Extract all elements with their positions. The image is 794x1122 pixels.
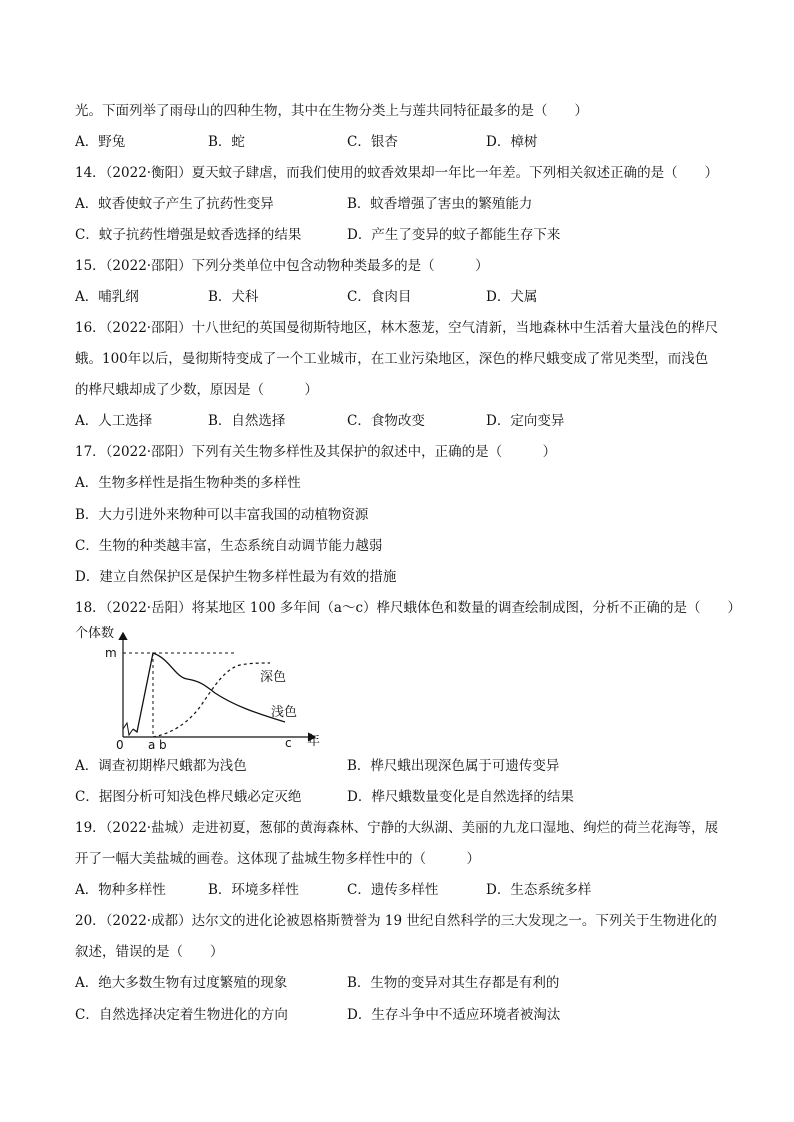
q13-option-d[interactable]: D．樟树	[486, 134, 538, 150]
q20-option-b[interactable]: B．生物的变异对其生存都是有利的	[347, 975, 560, 991]
q13-stem-continuation: 光。下面列举了雨母山的四种生物，其中在生物分类上与莲共同特征最多的是（ ）	[75, 103, 588, 119]
q19-stem-line2: 开了一幅大美盐城的画卷。这体现了盐城生物多样性中的（ ）	[75, 851, 480, 867]
graph-xtick-c: c	[285, 736, 292, 749]
q16-stem-line2: 蛾。100年以后，曼彻斯特变成了一个工业城市，在工业污染地区，深色的桦尺蛾变成了常见类型，而浅色	[75, 351, 709, 367]
q15-stem: 15．（2022·邵阳）下列分类单位中包含动物种类最多的是（ ）	[75, 258, 489, 274]
q20-option-d[interactable]: D．生存斗争中不适应环境者被淘汰	[347, 1007, 561, 1023]
q19-stem-line1: 19．（2022·盐城）走进初夏，葱郁的黄海森林、宁静的大纵湖、美丽的九龙口湿地、绚烂的荷兰花海等，展	[75, 820, 719, 836]
q19-option-c[interactable]: C．遗传多样性	[347, 882, 439, 898]
moth-population-graph	[75, 625, 335, 749]
q14-stem: 14．（2022·衡阳）夏天蚊子肆虐，而我们使用的蚊香效果却一年比一年差。下列相关叙述正确的是（ ）	[75, 165, 719, 181]
q15-option-a[interactable]: A．哺乳纲	[75, 289, 139, 305]
q19-option-a[interactable]: A．物种多样性	[75, 882, 166, 898]
q20-option-a[interactable]: A．绝大多数生物有过度繁殖的现象	[75, 975, 288, 991]
q18-option-d[interactable]: D．桦尺蛾数量变化是自然选择的结果	[347, 789, 574, 805]
graph-ytick-m: m	[105, 646, 117, 660]
q19-option-b[interactable]: B．环境多样性	[208, 882, 299, 898]
q17-option-a[interactable]: A．生物多样性是指生物种类的多样性	[75, 475, 301, 491]
q18-option-c[interactable]: C．据图分析可知浅色桦尺蛾必定灭绝	[75, 789, 302, 805]
graph-label-dark: 深色	[260, 670, 287, 685]
q14-option-c[interactable]: C．蚊子抗药性增强是蚊香选择的结果	[75, 227, 302, 243]
graph-xtick-b: b	[159, 738, 167, 749]
q18-stem: 18．（2022·岳阳）将某地区 100 多年间（a～c）桦尺蛾体色和数量的调查绘制成图，分析不正确的是（ ）	[75, 600, 742, 616]
q16-option-d[interactable]: D．定向变异	[486, 413, 565, 429]
graph-dark-curve	[153, 663, 270, 737]
q13-option-a[interactable]: A．野兔	[75, 134, 126, 150]
q15-option-b[interactable]: B．犬科	[208, 289, 259, 305]
q14-option-a[interactable]: A．蚊香使蚊子产生了抗药性变异	[75, 196, 274, 212]
q17-option-c[interactable]: C．生物的种类越丰富，生态系统自动调节能力越弱	[75, 538, 383, 554]
q20-stem-line2: 叙述，错误的是（ ）	[75, 944, 224, 960]
graph-label-light: 浅色	[271, 705, 298, 720]
graph-xtick-a: a	[148, 738, 156, 749]
q17-option-b[interactable]: B．大力引进外来物种可以丰富我国的动植物资源	[75, 507, 369, 523]
q20-stem-line1: 20．（2022·成都）达尔文的进化论被恩格斯赞誉为 19 世纪自然科学的三大发现之一。下列关于生物进化的	[75, 913, 717, 929]
graph-ylabel: 个体数	[75, 626, 115, 641]
graph-origin: 0	[116, 738, 124, 749]
q18-option-a[interactable]: A．调查初期桦尺蛾都为浅色	[75, 758, 247, 774]
q15-option-d[interactable]: D．犬属	[486, 289, 538, 305]
graph-xlabel: 年	[307, 734, 321, 749]
q16-stem-line3: 的桦尺蛾却成了少数，原因是（ ）	[75, 382, 318, 398]
q14-option-d[interactable]: D．产生了变异的蚊子都能生存下来	[347, 227, 561, 243]
q20-option-c[interactable]: C．自然选择决定着生物进化的方向	[75, 1007, 288, 1023]
graph-axis-break	[123, 723, 133, 735]
graph-light-curve	[133, 653, 285, 732]
q17-stem: 17．（2022·邵阳）下列有关生物多样性及其保护的叙述中，正确的是（ ）	[75, 444, 557, 460]
q18-option-b[interactable]: B．桦尺蛾出现深色属于可遗传变异	[347, 758, 560, 774]
q16-option-b[interactable]: B．自然选择	[208, 413, 286, 429]
q13-option-b[interactable]: B．蛇	[208, 134, 245, 150]
q15-option-c[interactable]: C．食肉目	[347, 289, 412, 305]
q16-option-a[interactable]: A．人工选择	[75, 413, 153, 429]
q19-option-d[interactable]: D．生态系统多样	[486, 882, 592, 898]
q17-option-d[interactable]: D．建立自然保护区是保护生物多样性最为有效的措施	[75, 569, 397, 585]
q16-stem-line1: 16．（2022·邵阳）十八世纪的英国曼彻斯特地区，林木葱茏，空气清新，当地森林中生活着大量浅色的桦尺	[75, 320, 719, 336]
q16-option-c[interactable]: C．食物改变	[347, 413, 425, 429]
q14-option-b[interactable]: B．蚊香增强了害虫的繁殖能力	[347, 196, 533, 212]
q13-option-c[interactable]: C．银杏	[347, 134, 398, 150]
